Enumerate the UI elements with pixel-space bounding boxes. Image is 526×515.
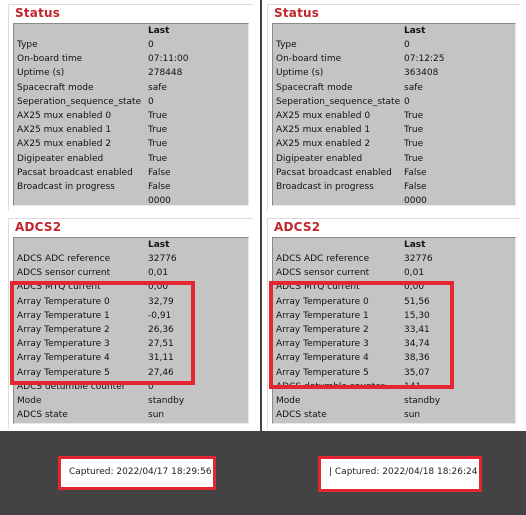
right-adcs-panel — [267, 218, 520, 429]
right-adcs-row — [273, 267, 515, 281]
row-label: ADCS state — [17, 410, 68, 421]
row-value: 0 — [404, 40, 410, 50]
right-status-table — [272, 23, 516, 206]
right-status-row — [273, 153, 515, 167]
row-label: Spacecraft mode — [276, 82, 353, 93]
row-value: 0,00 — [404, 282, 425, 293]
row-value: True — [148, 125, 168, 136]
row-value: True — [404, 139, 424, 150]
row-value: 0000 — [148, 196, 171, 207]
row-value: 51,56 — [404, 296, 430, 307]
left-status-panel — [8, 4, 253, 211]
right-status-col-header: Last — [404, 26, 426, 36]
right-adcs-row — [273, 296, 515, 310]
row-value: sun — [404, 410, 421, 421]
row-value: safe — [148, 82, 167, 93]
right-adcs-table — [272, 237, 516, 424]
row-value: 32776 — [148, 254, 177, 264]
row-value: False — [148, 167, 171, 178]
row-value: 0 — [148, 381, 154, 392]
row-label: Seperation_sequence_state — [17, 96, 142, 107]
left-status-row — [14, 195, 248, 209]
row-label: Array Temperature 0 — [276, 296, 369, 307]
left-adcs-row — [14, 310, 248, 324]
left-status-row — [14, 53, 248, 67]
right-status-row — [273, 195, 515, 209]
right-status-row — [273, 167, 515, 181]
left-adcs-row — [14, 381, 248, 395]
right-adcs-row — [273, 367, 515, 381]
row-value: False — [404, 182, 427, 192]
row-value: True — [148, 153, 168, 164]
row-value: 32,79 — [148, 296, 174, 307]
row-label: Uptime (s) — [276, 68, 324, 79]
row-label: ADCS state — [276, 410, 327, 421]
left-adcs-panel — [8, 218, 253, 429]
right-captured-text: | Captured: 2022/04/18 18:26:24 — [329, 467, 478, 477]
row-label: Array Temperature 1 — [17, 310, 110, 321]
row-label: AX25 mux enabled 1 — [276, 125, 371, 136]
row-value: True — [404, 153, 424, 164]
row-label: ADCS MTQ current — [17, 282, 101, 293]
right-adcs-row — [273, 324, 515, 338]
row-label: Broadcast in progress — [17, 182, 115, 192]
right-status-panel — [267, 4, 520, 211]
row-value: 0,01 — [404, 268, 425, 279]
row-label: Type — [276, 40, 297, 50]
row-value: 0 — [148, 40, 154, 50]
row-label: On-board time — [17, 54, 83, 65]
row-label: Array Temperature 4 — [17, 353, 110, 364]
row-label: Spacecraft mode — [17, 82, 94, 93]
left-captured-text: Captured: 2022/04/17 18:29:56 — [69, 467, 212, 477]
row-label: Seperation_sequence_state — [276, 96, 401, 107]
left-status-title: Status — [15, 6, 61, 20]
row-value: 363408 — [404, 68, 439, 79]
row-value: -0,91 — [148, 310, 172, 321]
left-status-row — [14, 124, 248, 138]
row-value: 31,11 — [148, 353, 174, 364]
right-status-row — [273, 110, 515, 124]
left-status-row — [14, 67, 248, 81]
row-label: Pacsat broadcast enabled — [17, 167, 133, 178]
right-status-title: Status — [274, 6, 320, 20]
right-status-row — [273, 53, 515, 67]
row-label: ADCS detumble counter — [17, 381, 126, 392]
row-value: 141 — [404, 381, 422, 392]
left-captured-label — [58, 456, 216, 490]
row-label: Array Temperature 1 — [276, 310, 369, 321]
left-adcs-row — [14, 367, 248, 381]
left-adcs-row — [14, 253, 248, 267]
row-value: 07:11:00 — [148, 54, 189, 65]
left-adcs-row — [14, 281, 248, 295]
row-label: Uptime (s) — [17, 68, 65, 79]
left-adcs-row — [14, 296, 248, 310]
left-status-row — [14, 167, 248, 181]
row-label: Array Temperature 4 — [276, 353, 369, 364]
right-adcs-row — [273, 352, 515, 366]
left-adcs-row — [14, 352, 248, 366]
right-adcs-row — [273, 253, 515, 267]
left-adcs-col-header: Last — [148, 240, 170, 250]
row-value: safe — [404, 82, 423, 93]
left-adcs-row — [14, 409, 248, 423]
row-label: Digipeater enabled — [17, 153, 104, 164]
right-captured-label — [318, 456, 482, 492]
left-adcs-row — [14, 267, 248, 281]
row-value: True — [404, 125, 424, 136]
left-status-row — [14, 82, 248, 96]
row-label: Digipeater enabled — [276, 153, 363, 164]
row-value: 32776 — [404, 254, 433, 264]
row-value: True — [404, 111, 424, 121]
row-value: False — [404, 167, 427, 178]
right-status-row — [273, 181, 515, 195]
row-label: ADCS MTQ current — [276, 282, 360, 293]
right-status-row — [273, 96, 515, 110]
row-label: On-board time — [276, 54, 342, 65]
row-value: 0,00 — [148, 282, 169, 293]
left-adcs-title: ADCS2 — [15, 220, 62, 234]
row-label: Broadcast in progress — [276, 182, 374, 192]
row-label: Pacsat broadcast enabled — [276, 167, 392, 178]
row-label: ADCS detumble counter — [276, 381, 385, 392]
right-adcs-row — [273, 395, 515, 409]
row-value: 33,41 — [404, 325, 430, 335]
right-adcs-row — [273, 409, 515, 423]
right-status-row — [273, 39, 515, 53]
left-status-row — [14, 39, 248, 53]
right-adcs-row — [273, 381, 515, 395]
row-value: 26,36 — [148, 325, 174, 335]
row-label: Array Temperature 5 — [276, 367, 369, 378]
row-label: AX25 mux enabled 2 — [17, 139, 112, 150]
row-label: Mode — [17, 396, 42, 406]
right-status-row — [273, 82, 515, 96]
row-label: ADCS sensor current — [276, 268, 370, 279]
right-adcs-row — [273, 338, 515, 352]
left-status-row — [14, 138, 248, 152]
row-label: AX25 mux enabled 0 — [276, 111, 371, 121]
row-value: True — [148, 111, 168, 121]
right-status-row — [273, 138, 515, 152]
right-adcs-row — [273, 310, 515, 324]
row-value: 35,07 — [404, 367, 430, 378]
left-status-table — [13, 23, 249, 206]
row-value: 27,51 — [148, 339, 174, 350]
row-label: ADCS sensor current — [17, 268, 111, 279]
row-value: 38,36 — [404, 353, 430, 364]
row-value: 0000 — [404, 196, 427, 207]
left-adcs-row — [14, 338, 248, 352]
right-adcs-row — [273, 281, 515, 295]
row-label: Array Temperature 3 — [17, 339, 110, 350]
row-value: standby — [148, 396, 185, 406]
row-label: Array Temperature 3 — [276, 339, 369, 350]
right-adcs-title: ADCS2 — [274, 220, 321, 234]
row-value: 0 — [404, 96, 410, 107]
row-label: AX25 mux enabled 0 — [17, 111, 112, 121]
row-value: 07:12:25 — [404, 54, 445, 65]
row-label: ADCS ADC reference — [17, 254, 111, 264]
row-label: AX25 mux enabled 2 — [276, 139, 371, 150]
row-value: True — [148, 139, 168, 150]
row-label: AX25 mux enabled 1 — [17, 125, 112, 136]
right-screenshot — [262, 0, 526, 431]
row-label: Array Temperature 2 — [17, 325, 110, 335]
left-adcs-table — [13, 237, 249, 424]
row-label: Array Temperature 5 — [17, 367, 110, 378]
row-value: standby — [404, 396, 441, 406]
left-status-row — [14, 96, 248, 110]
right-status-row — [273, 124, 515, 138]
row-value: 0,01 — [148, 268, 169, 279]
left-status-row — [14, 181, 248, 195]
left-screenshot — [0, 0, 260, 431]
right-status-row — [273, 67, 515, 81]
right-adcs-col-header: Last — [404, 240, 426, 250]
row-value: sun — [148, 410, 165, 421]
left-status-row — [14, 153, 248, 167]
row-label: ADCS ADC reference — [276, 254, 370, 264]
row-value: 27,46 — [148, 367, 174, 378]
left-adcs-row — [14, 324, 248, 338]
row-label: Type — [17, 40, 38, 50]
row-value: 278448 — [148, 68, 183, 79]
row-value: 0 — [148, 96, 154, 107]
row-value: 15,30 — [404, 310, 430, 321]
row-label: Array Temperature 0 — [17, 296, 110, 307]
row-value: 34,74 — [404, 339, 430, 350]
row-label: Array Temperature 2 — [276, 325, 369, 335]
left-status-row — [14, 110, 248, 124]
left-adcs-row — [14, 395, 248, 409]
row-value: False — [148, 182, 171, 192]
left-status-col-header: Last — [148, 26, 170, 36]
row-label: Mode — [276, 396, 301, 406]
